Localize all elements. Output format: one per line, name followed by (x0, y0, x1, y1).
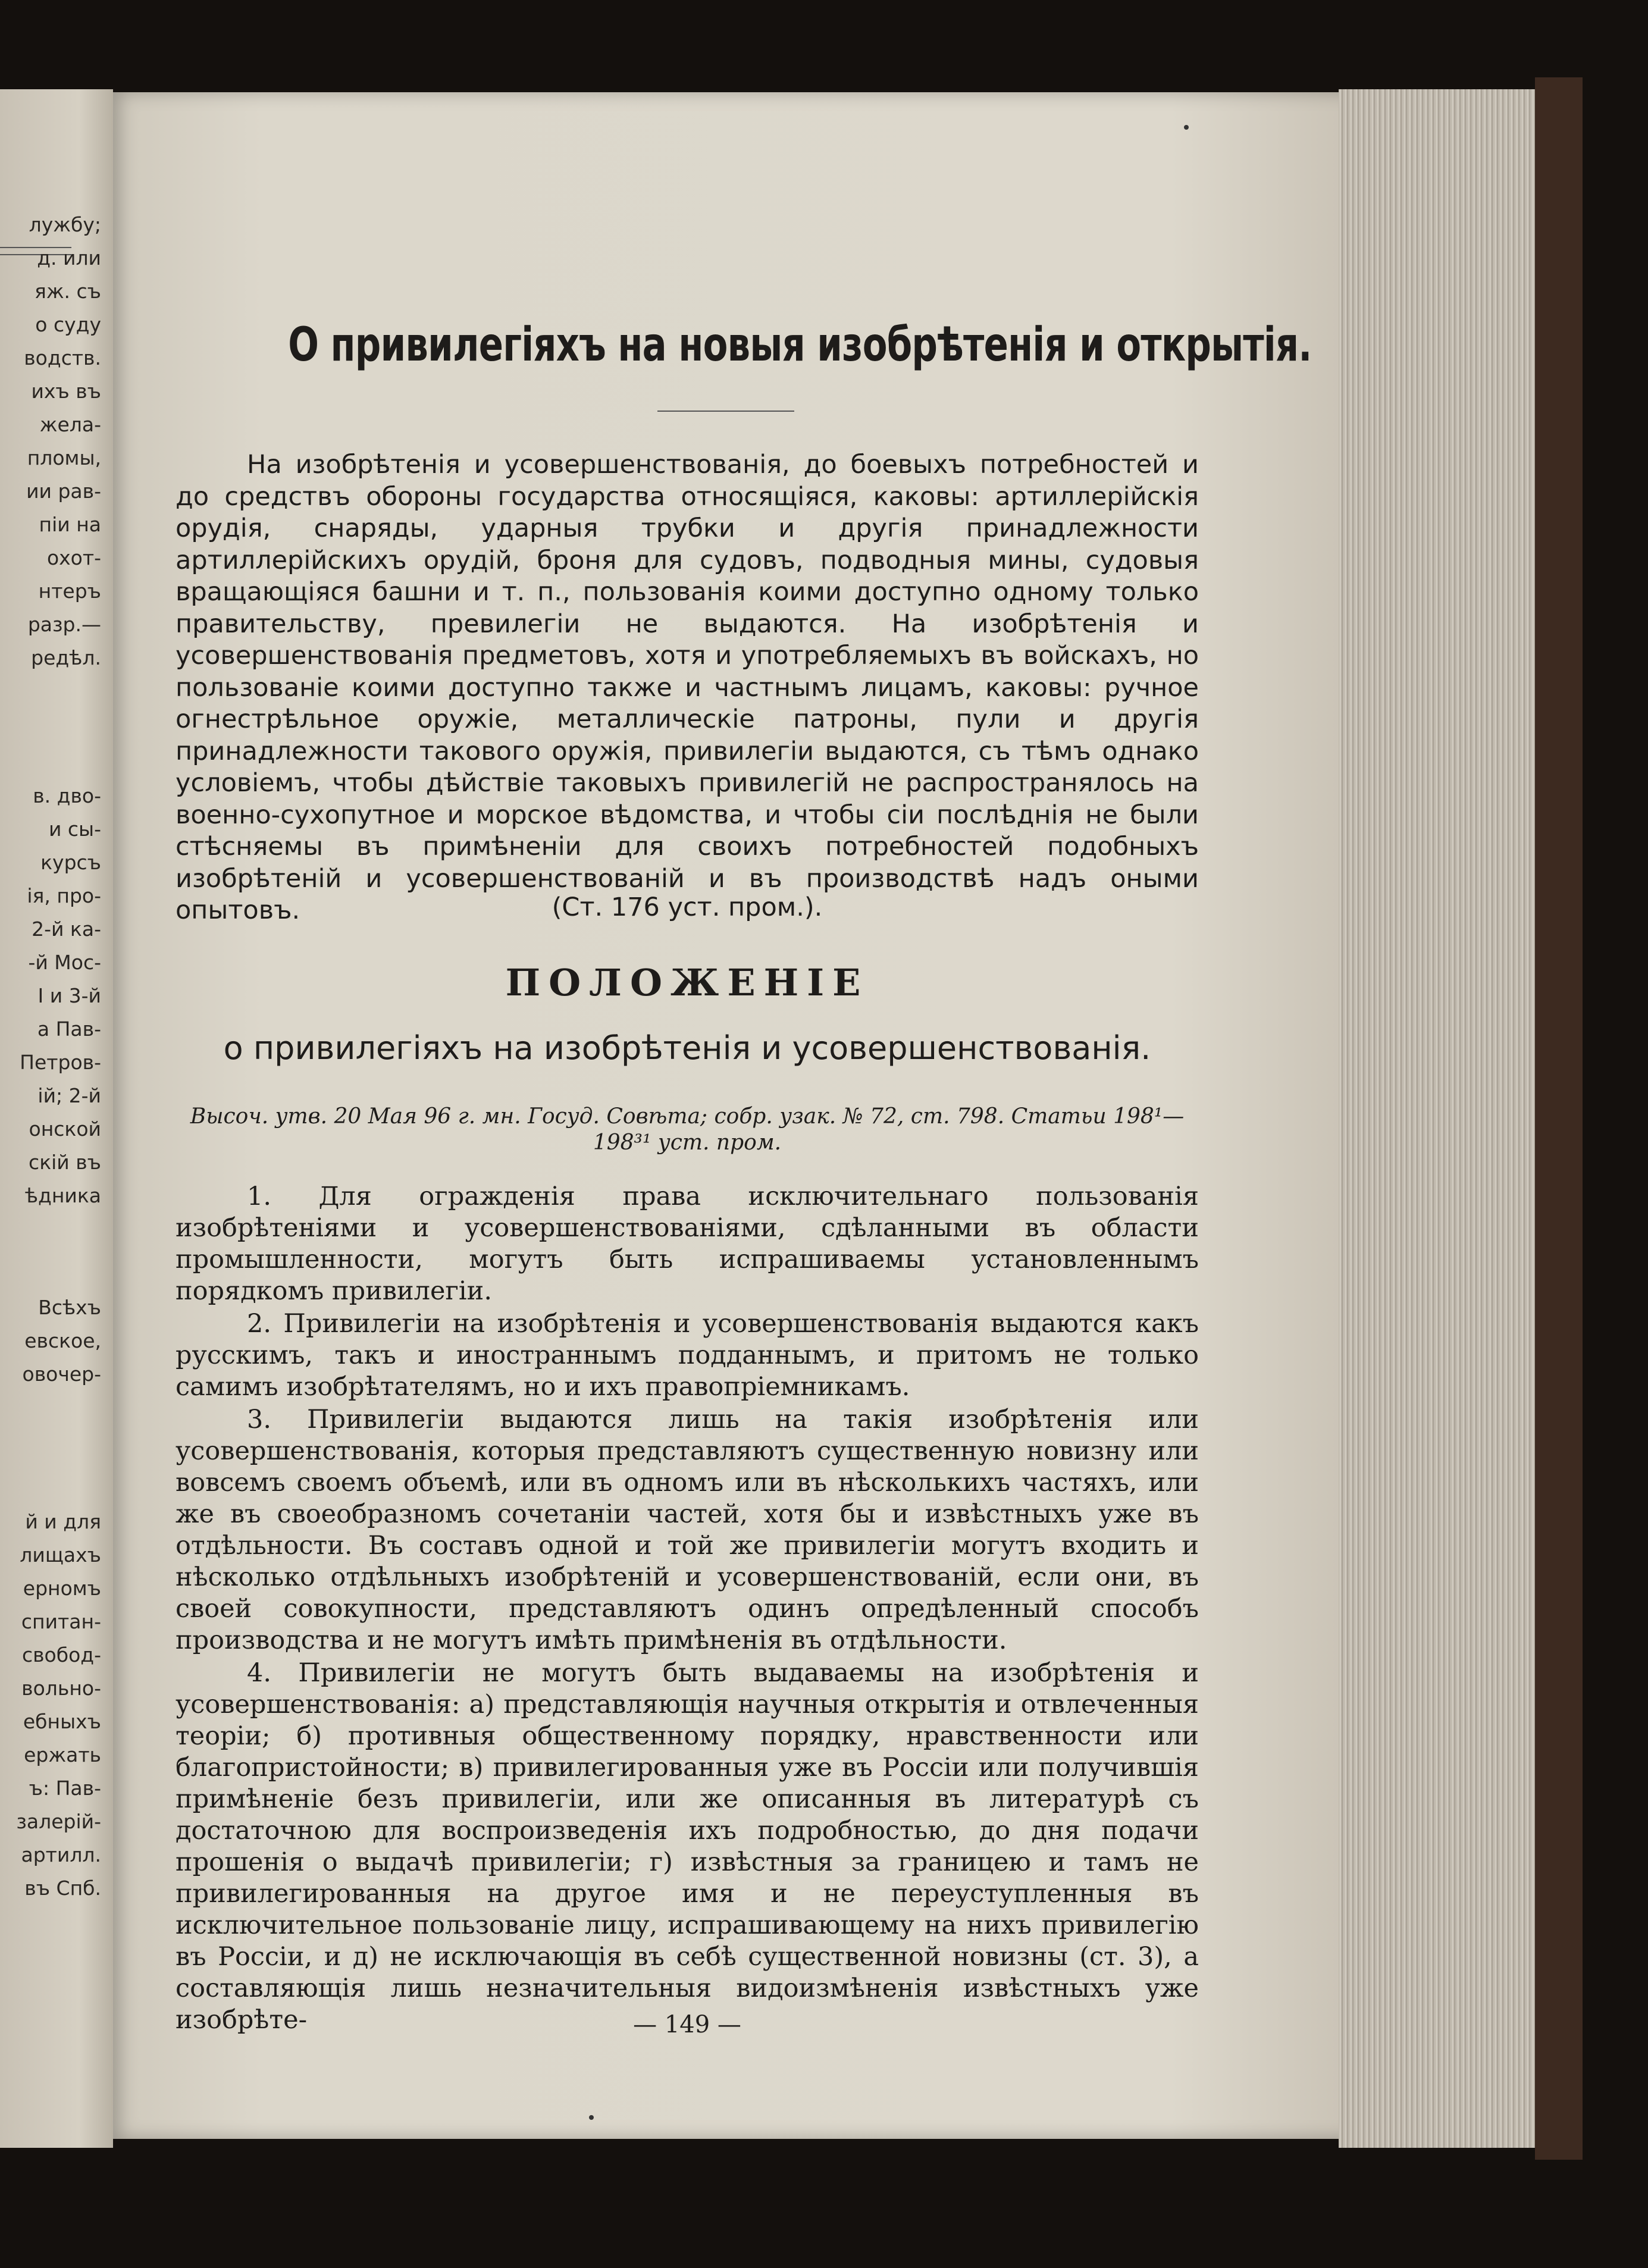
article-2: 2. Привилегіи на изобрѣтенія и усовершенствованія выдаются какъ русскимъ, такъ и иностраннымъ подданнымъ, и притомъ не только самимъ изобрѣтателямъ, но и ихъ правопріемникамъ. (176, 1309, 1199, 1402)
paper-speck (1184, 125, 1189, 130)
left-page-line: скій въ (29, 1151, 101, 1174)
left-page-line: разр.— (27, 613, 101, 636)
left-page-line: в. дво- (33, 784, 101, 807)
left-page-line: -й Мос- (28, 951, 101, 974)
page-number: — 149 — (633, 2011, 741, 2038)
left-page-line: спитан- (21, 1610, 101, 1633)
left-page-line: а Пав- (37, 1017, 101, 1041)
sanction-note: Высоч. утв. 20 Мая 96 г. мн. Госуд. Совѣта; собр. узак. № 72, ст. 798. Статьи 198¹—198³¹ уст. пром. (190, 1104, 1185, 1155)
left-page-line: ѣдника (24, 1184, 101, 1207)
title-divider (657, 411, 794, 412)
left-page-line: жела- (39, 413, 101, 436)
left-page-line: вольно- (21, 1677, 101, 1700)
left-page-line: лужбу; (29, 213, 101, 236)
left-page-line: пломы, (27, 446, 101, 469)
left-page-line: I и 3-й (37, 984, 101, 1007)
left-page-line: піи на (39, 513, 101, 536)
article-4: 4. Привилегіи не могутъ быть выдаваемы на изобрѣтенія и усовершенствованія: а) представляющія научныя открытія и отвлеченныя теоріи; б) противныя общественному порядку, нравственности или благопристойности; в) привилегированныя уже въ Россіи или получившія примѣненіе безъ привилегіи, или же описанныя въ литературѣ съ достаточною для воспроизведенія ихъ подробностью, до дня подачи прошенія о выдачѣ привилегіи; г) извѣстныя за границею и тамъ не привилегированныя на другое имя и не переуступленныя въ исключительное пользованіе лицу, испрашивающему на нихъ привилегію въ Россіи, и д) не исключающія въ себѣ существенной новизны (ст. 3), а составляющія лишь незначительныя видоизмѣненія извѣстныхъ уже изобрѣте- (176, 1658, 1199, 2035)
section-heading: ПОЛОЖЕНІЕ (505, 961, 869, 1004)
left-page-line: ии рав- (26, 480, 101, 503)
left-page-line: овочер- (22, 1362, 101, 1386)
article-3: 3. Привилегіи выдаются лишь на такія изобрѣтенія или усовершенствованія, которыя представляютъ существенную новизну или вовсемъ своемъ объемѣ, или въ одномъ или въ нѣсколькихъ частяхъ, или же въ своеобразномъ сочетаніи частей, хотя бы и извѣстныхъ уже въ отдѣльности. Въ составъ одной и той же привилегіи могутъ входить и нѣсколько отдѣльныхъ изобрѣтеній и усовершенствованій, если они, въ своей совокупности, представляютъ одинъ опредѣленный способъ производства и не могутъ имѣть примѣненія въ отдѣльности. (176, 1405, 1199, 1655)
left-page-line: ъ: Пав- (29, 1777, 101, 1800)
left-page-line: редѣл. (31, 646, 101, 669)
left-page-line: ихъ въ (31, 380, 101, 403)
left-page-line: Петров- (20, 1051, 101, 1074)
left-page-line: курсъ (40, 851, 101, 874)
left-page-line: евское, (24, 1329, 101, 1352)
left-page-line: д. или (37, 246, 101, 270)
left-page-line: ерномъ (23, 1577, 101, 1600)
left-page-line: ебныхъ (23, 1710, 101, 1733)
left-page-line: о суду (35, 313, 101, 336)
left-page-line: яж. съ (34, 280, 101, 303)
left-page-line: ій; 2-й (37, 1084, 101, 1107)
left-page-line: и сы- (48, 817, 101, 841)
article-1: 1. Для огражденія права исключительнаго пользованія изобрѣтеніями и усовершенствованіями, сдѣланными въ области промышленности, могутъ быть испрашиваемы установленнымъ порядкомъ привилегіи. (176, 1182, 1199, 1306)
page-title: О привилегіяхъ на новыя изобрѣтенія и открытія. (288, 318, 1312, 372)
left-page-line: артилл. (21, 1843, 101, 1866)
left-page-line: въ Спб. (24, 1877, 101, 1900)
left-page-line: Всѣхъ (38, 1296, 101, 1319)
intro-paragraph: На изобрѣтенія и усовершенствованія, до боевыхъ потребностей и до средствъ обороны государства относящіяся, каковы: артиллерійскія орудія, снаряды, ударныя трубки и другія принадлежности артиллерійскихъ орудій, броня для судовъ, подводныя мины, судовыя вращающіяся башни и т. п., пользованія коими доступно одному только правительству, превилегіи не выдаются. На изобрѣтенія и усовершенствованія предметовъ, хотя и употребляемыхъ въ войскахъ, но пользованіе коими доступно также и частнымъ лицамъ, каковы: ручное огнестрѣльное оружіе, металлическіе патроны, пули и другія принадлежности такового оружія, привилегіи выдаются, съ тѣмъ однако условіемъ, чтобы дѣйствіе таковыхъ привилегій не распространялось на военно-сухопутное и морское вѣдомства, и чтобы сіи послѣднія не были стѣсняемы въ примѣненіи для своихъ потребностей подобныхъ изобрѣтеній и усовершенствованій и въ производствѣ надъ оными опытовъ. (176, 450, 1199, 925)
articles (176, 1181, 1199, 2037)
section-subheading: о привилегіяхъ на изобрѣтенія и усовершенствованія. (223, 1029, 1151, 1067)
left-page-line: ержать (24, 1743, 101, 1766)
left-page-line: охот- (46, 546, 101, 569)
left-page-line: 2-й ка- (32, 917, 101, 941)
left-page-line: водств. (24, 346, 101, 369)
left-page-line: й и для (25, 1510, 101, 1533)
left-page-line: онской (29, 1117, 101, 1141)
left-page-line: лищахъ (20, 1543, 101, 1567)
left-page-line: ія, про- (27, 884, 101, 907)
left-page-line: залерій- (16, 1810, 101, 1833)
left-page-line: нтеръ (38, 579, 101, 603)
citation: (Ст. 176 уст. пром.). (552, 892, 823, 922)
main-page (113, 92, 1356, 2139)
book-cover-edge (1535, 77, 1583, 2160)
book-page-edges (1339, 89, 1543, 2148)
paper-speck (589, 2115, 594, 2120)
left-page-line: свобод- (21, 1643, 101, 1666)
left-facing-page (0, 89, 113, 2148)
